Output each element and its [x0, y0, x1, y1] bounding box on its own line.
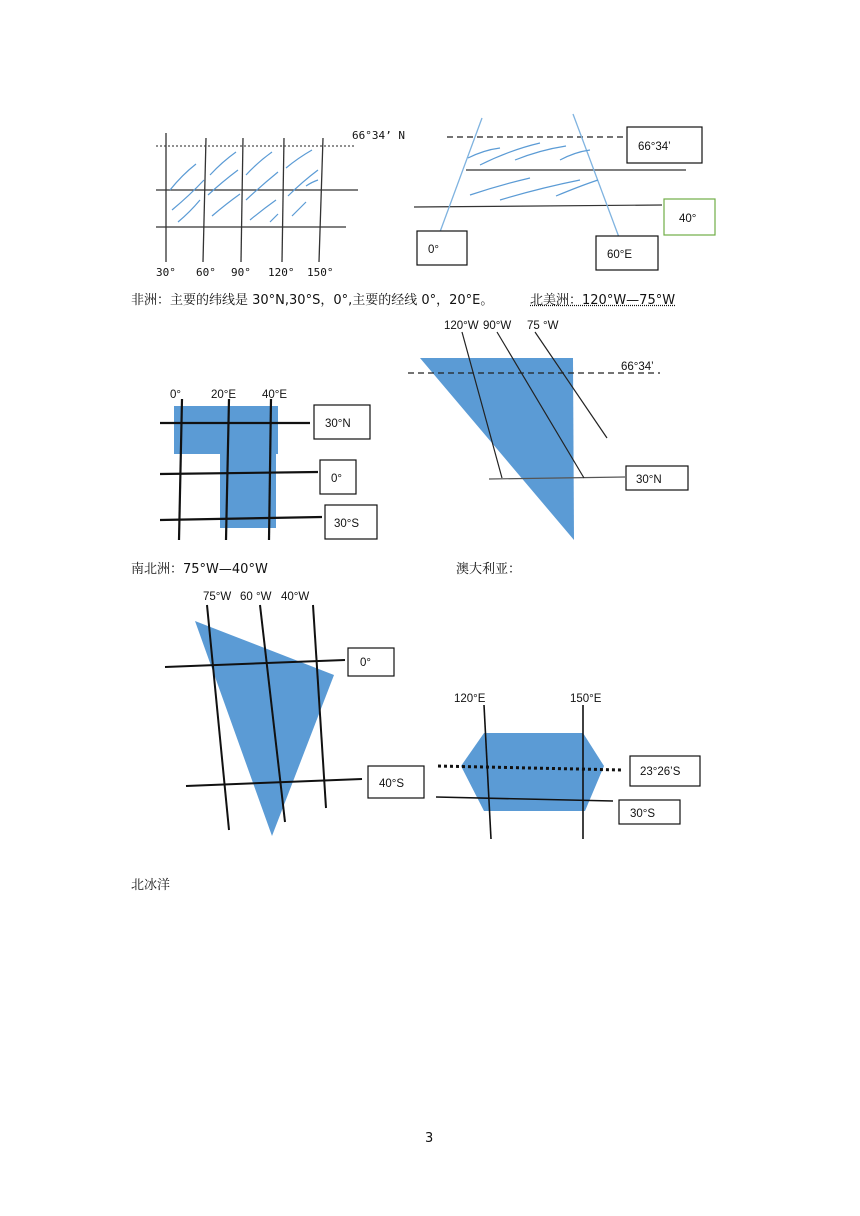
fig1-grid — [156, 129, 405, 279]
africa-0-box: 0° — [331, 473, 342, 485]
fig2-60e-box: 60°E — [607, 249, 633, 261]
africa-lon-label: 40°E — [262, 389, 288, 401]
na-lon-label: 120°W — [444, 320, 479, 332]
north-america-caption: 北美洲：120°W—75°W — [530, 293, 676, 308]
fig2-grid — [414, 114, 715, 270]
fig1-lon-label: 60° — [196, 266, 216, 279]
australia-caption: 澳大利亚： — [456, 562, 522, 577]
africa-caption: 非洲：主要的纬线是 30°N,30°S，0°,主要的经线 0°，20°E。 — [131, 293, 494, 308]
sa-0-box: 0° — [360, 657, 371, 669]
south-america-figure — [165, 591, 424, 836]
na-arctic-label: 66°34’ — [621, 361, 654, 373]
fig1-hatching — [170, 150, 318, 222]
sa-lon-label: 60 °W — [240, 591, 272, 603]
sa-40s-box: 40°S — [379, 778, 405, 790]
fig1-lon-label: 120° — [268, 266, 295, 279]
africa-figure — [160, 389, 377, 540]
au-lon-label: 120°E — [454, 693, 486, 705]
page-number: 3 — [425, 1131, 434, 1146]
fig1-arctic-label: 66°34’ N — [352, 129, 405, 142]
fig2-arctic-box: 66°34’ — [638, 141, 671, 153]
south-america-caption: 南北洲：75°W—40°W — [131, 562, 268, 577]
arctic-ocean-caption: 北冰洋 — [131, 878, 171, 893]
fig2-0-box: 0° — [428, 244, 439, 256]
fig2-hatching — [468, 143, 598, 200]
fig1-lon-label: 150° — [307, 266, 334, 279]
au-tropic-box: 23°26’S — [640, 766, 681, 778]
sa-lon-label: 40°W — [281, 591, 310, 603]
na-lon-label: 90°W — [483, 320, 512, 332]
sa-lon-label: 75°W — [203, 591, 232, 603]
africa-lon-label: 20°E — [211, 389, 237, 401]
africa-lon-label: 0° — [170, 389, 181, 401]
fig1-lon-label: 30° — [156, 266, 176, 279]
na-30n-box: 30°N — [636, 474, 662, 486]
north-america-figure — [408, 320, 688, 540]
australia-figure — [436, 693, 700, 839]
africa-30n-box: 30°N — [325, 418, 351, 430]
na-lon-label: 75 °W — [527, 320, 559, 332]
fig1-lon-label: 90° — [231, 266, 251, 279]
fig2-40-box: 40° — [679, 213, 697, 225]
au-30s-box: 30°S — [630, 808, 656, 820]
au-lon-label: 150°E — [570, 693, 602, 705]
africa-30s-box: 30°S — [334, 518, 360, 530]
